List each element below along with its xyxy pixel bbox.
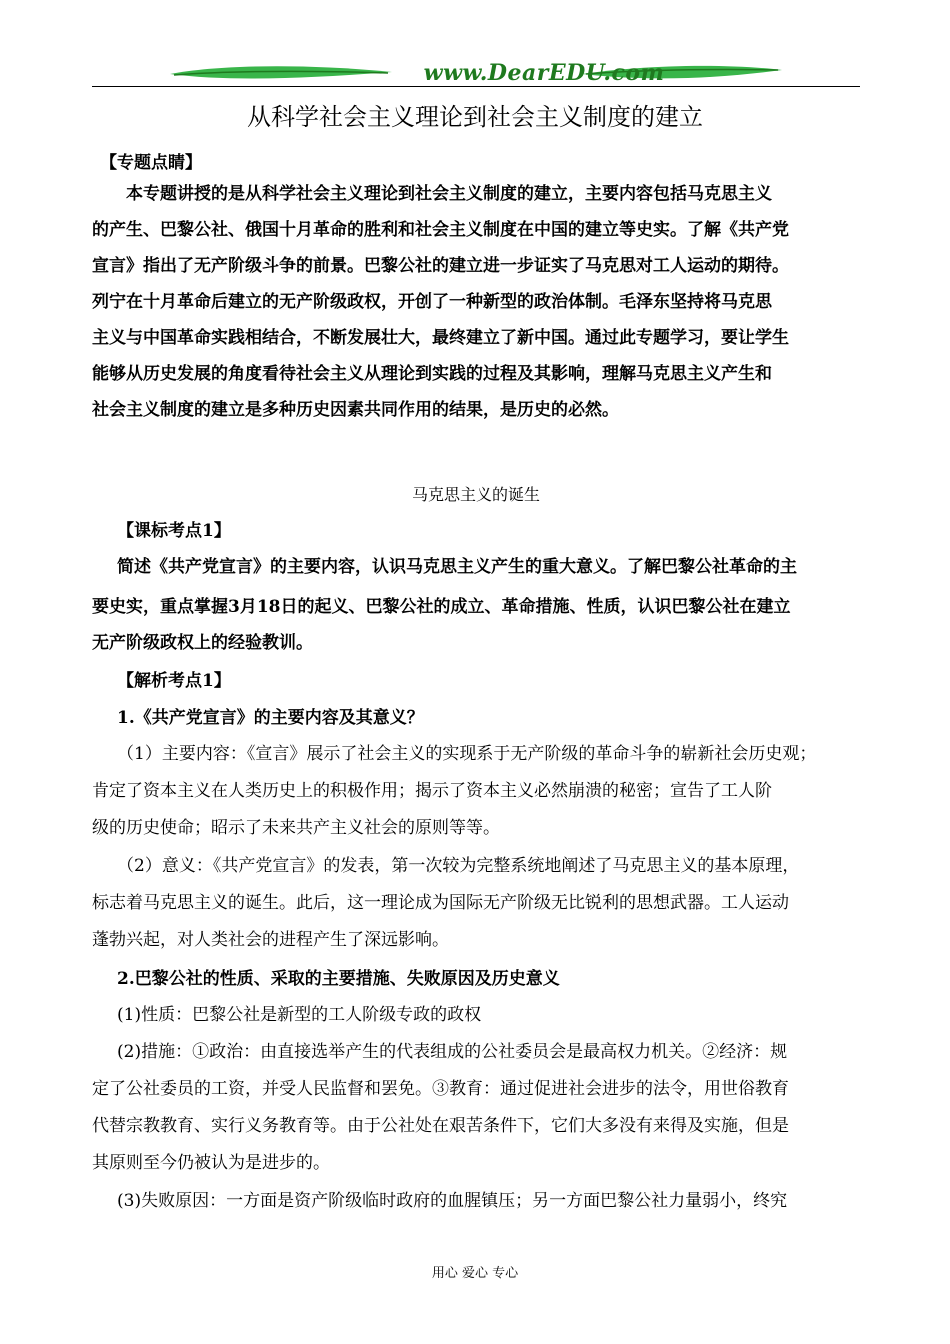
paragraph-line: 蓬勃兴起，对人类社会的进程产生了深远影响。 <box>92 930 449 950</box>
paragraph-line: 肯定了资本主义在人类历史上的积极作用；揭示了资本主义必然崩溃的秘密；宣告了工人阶 <box>92 781 772 801</box>
paragraph-line: 其原则至今仍被认为是进步的。 <box>92 1153 330 1173</box>
site-logo-text: www.DearEDU.com <box>423 60 665 86</box>
paragraph-line: 列宁在十月革命后建立的无产阶级政权，开创了一种新型的政治体制。毛泽东坚持将马克思 <box>92 292 772 312</box>
paragraph-line: 社会主义制度的建立是多种历史因素共同作用的结果，是历史的必然。 <box>92 400 619 420</box>
paragraph-line: 定了公社委员的工资，并受人民监督和罢免。③教育：通过促进社会进步的法令，用世俗教育 <box>92 1079 789 1099</box>
page-footer: 用心 爱心 专心 <box>431 1266 519 1281</box>
paragraph-line: （2）意义：《共产党宣言》的发表，第一次较为完整系统地阐述了马克思主义的基本原理， <box>117 856 800 876</box>
paragraph-line: 本专题讲授的是从科学社会主义理论到社会主义制度的建立，主要内容包括马克思主义 <box>126 184 772 204</box>
paragraph-line: (1)性质：巴黎公社是新型的工人阶级专政的政权 <box>117 1005 482 1025</box>
question-heading: 2.巴黎公社的性质、采取的主要措施、失败原因及历史意义 <box>117 969 560 989</box>
paragraph-line: （1）主要内容：《宣言》展示了社会主义的实现系于无产阶级的革命斗争的崭新社会历史观； <box>117 744 817 764</box>
paragraph-line: 级的历史使命；昭示了未来共产主义社会的原则等等。 <box>92 818 500 838</box>
paragraph-line: 简述《共产党宣言》的主要内容，认识马克思主义产生的重大意义。了解巴黎公社革命的主 <box>117 557 797 577</box>
paragraph-line: 无产阶级政权上的经验教训。 <box>92 633 313 653</box>
paragraph-line: (2)措施：①政治：由直接选举产生的代表组成的公社委员会是最高权力机关。②经济：规 <box>117 1042 788 1062</box>
section-heading: 【课标考点1】 <box>117 521 231 541</box>
question-heading: 1.《共产党宣言》的主要内容及其意义？ <box>117 708 424 728</box>
paragraph-line: 的产生、巴黎公社、俄国十月革命的胜利和社会主义制度在中国的建立等史实。了解《共产党 <box>92 220 789 240</box>
header-rule <box>92 86 860 87</box>
paragraph-line: 标志着马克思主义的诞生。此后，这一理论成为国际无产阶级无比锐利的思想武器。工人运动 <box>92 893 789 913</box>
paragraph-line: 代替宗教教育、实行义务教育等。由于公社处在艰苦条件下，它们大多没有来得及实施，但是 <box>92 1116 789 1136</box>
paragraph-line: 要史实，重点掌握3月18日的起义、巴黎公社的成立、革命措施、性质，认识巴黎公社在建立 <box>92 597 791 617</box>
paragraph-line: (3)失败原因：一方面是资产阶级临时政府的血腥镇压；另一方面巴黎公社力量弱小，终究 <box>117 1191 788 1211</box>
paragraph-line: 主义与中国革命实践相结合，不断发展壮大，最终建立了新中国。通过此专题学习，要让学生 <box>92 328 789 348</box>
paragraph-line: 能够从历史发展的角度看待社会主义从理论到实践的过程及其影响，理解马克思主义产生和 <box>92 364 772 384</box>
section-heading: 【专题点睛】 <box>100 153 202 173</box>
document-title: 从科学社会主义理论到社会主义制度的建立 <box>247 103 703 131</box>
section-heading: 【解析考点1】 <box>117 671 231 691</box>
paragraph-line: 宣言》指出了无产阶级斗争的前景。巴黎公社的建立进一步证实了马克思对工人运动的期待。 <box>92 256 789 276</box>
subsection-title: 马克思主义的诞生 <box>411 485 540 504</box>
